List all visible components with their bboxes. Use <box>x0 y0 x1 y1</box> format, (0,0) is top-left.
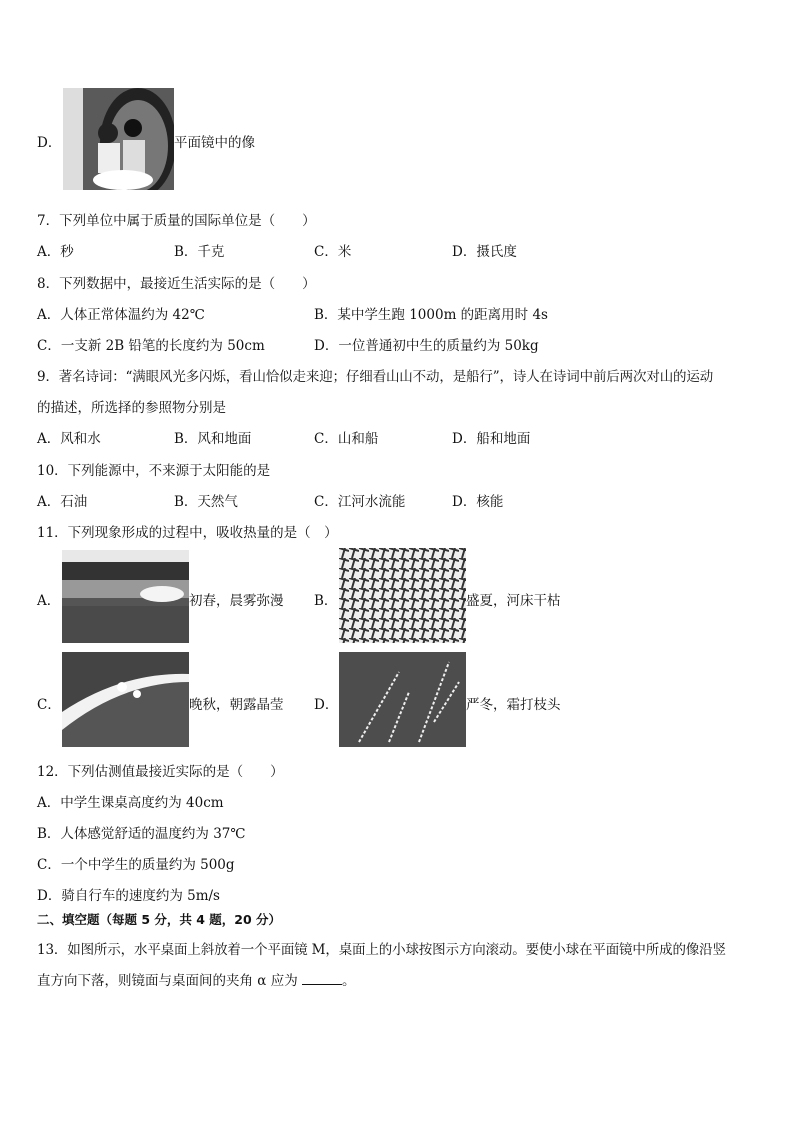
q10-stem: 10．下列能源中，不来源于太阳能的是 <box>37 463 271 479</box>
q8-option-d: D．一位普通初中生的质量约为 50kg <box>314 338 539 354</box>
q13-line2 <box>37 969 356 989</box>
q8-stem: 8．下列数据中，最接近生活实际的是（ ） <box>37 276 316 292</box>
q10-option-d: D．核能 <box>452 494 504 510</box>
q9-option-d: D．船和地面 <box>452 431 531 447</box>
frost-photo-graphic <box>339 652 466 747</box>
q10-option-c: C．江河水流能 <box>314 494 406 510</box>
q11-option-b-caption: 盛夏，河床干枯 <box>466 593 561 609</box>
q11-option-c-caption: 晚秋，朝露晶莹 <box>189 697 284 713</box>
q11-option-a-label: A． <box>37 593 61 609</box>
q11-option-c-label: C． <box>37 697 61 713</box>
q13-line2-text: 直方向下落，则镜面与桌面间的夹角 α 应为 <box>37 973 302 989</box>
q6-option-d-text: 平面镜中的像 <box>174 135 255 151</box>
q11-option-a-caption: 初春，晨雾弥漫 <box>189 593 284 609</box>
q13-line1: 13．如图所示，水平桌面上斜放着一个平面镜 M，桌面上的小球按图示方向滚动。要使小球在平面镜中所成的像沿竖 <box>37 942 726 958</box>
q9-option-b: B．风和地面 <box>174 431 252 447</box>
q12-option-c: C．一个中学生的质量约为 500g <box>37 857 235 873</box>
q7-option-b: B．千克 <box>174 244 225 260</box>
q7-option-d: D．摄氏度 <box>452 244 517 260</box>
q7-option-c: C．米 <box>314 244 352 260</box>
q13-line2-end: 。 <box>342 973 356 989</box>
q11-option-b-label: B． <box>314 593 338 609</box>
dew-photo-graphic <box>62 652 189 747</box>
fog-photo-graphic <box>62 550 189 643</box>
q8-option-a: A．人体正常体温约为 42℃ <box>37 307 205 323</box>
section-title: 二、填空题（每题 5 分，共 4 题，20 分） <box>37 912 282 927</box>
q7-stem: 7．下列单位中属于质量的国际单位是（ ） <box>37 213 316 229</box>
q12-option-a: A．中学生课桌高度约为 40cm <box>37 795 224 811</box>
dry-riverbed-graphic <box>339 548 466 643</box>
q9-option-a: A．风和水 <box>37 431 101 447</box>
q10-option-a: A．石油 <box>37 494 88 510</box>
q11-option-d-caption: 严冬，霜打枝头 <box>466 697 561 713</box>
q12-option-d: D．骑自行车的速度约为 5m/s <box>37 888 220 904</box>
q11-stem: 11．下列现象形成的过程中，吸收热量的是（ ） <box>37 525 338 541</box>
q11-option-d-label: D． <box>314 697 339 713</box>
q6-option-d-label: D． <box>37 135 62 151</box>
q9-option-c: C．山和船 <box>314 431 379 447</box>
q9-stem-line1: 9．著名诗词：“满眼风光多闪烁，看山恰似走来迎；仔细看山山不动，是船行”，诗人在诗词中前后两次对山的运动 <box>37 369 714 385</box>
dew-photo <box>62 652 189 747</box>
frost-photo <box>339 652 466 747</box>
mirror-photo-graphic <box>63 88 174 190</box>
q8-option-b: B．某中学生跑 1000m 的距离用时 4s <box>314 307 548 323</box>
q9-stem-line2: 的描述，所选择的参照物分别是 <box>37 400 226 416</box>
q12-stem: 12．下列估测值最接近实际的是（ ） <box>37 764 284 780</box>
dry-riverbed-photo <box>339 548 466 643</box>
q8-option-c: C．一支新 2B 铅笔的长度约为 50cm <box>37 338 265 354</box>
mirror-photo <box>63 88 174 190</box>
fog-photo <box>62 550 189 643</box>
q7-option-a: A．秒 <box>37 244 74 260</box>
q12-option-b: B．人体感觉舒适的温度约为 37℃ <box>37 826 246 842</box>
answer-blank[interactable] <box>302 972 342 985</box>
q10-option-b: B．天然气 <box>174 494 238 510</box>
